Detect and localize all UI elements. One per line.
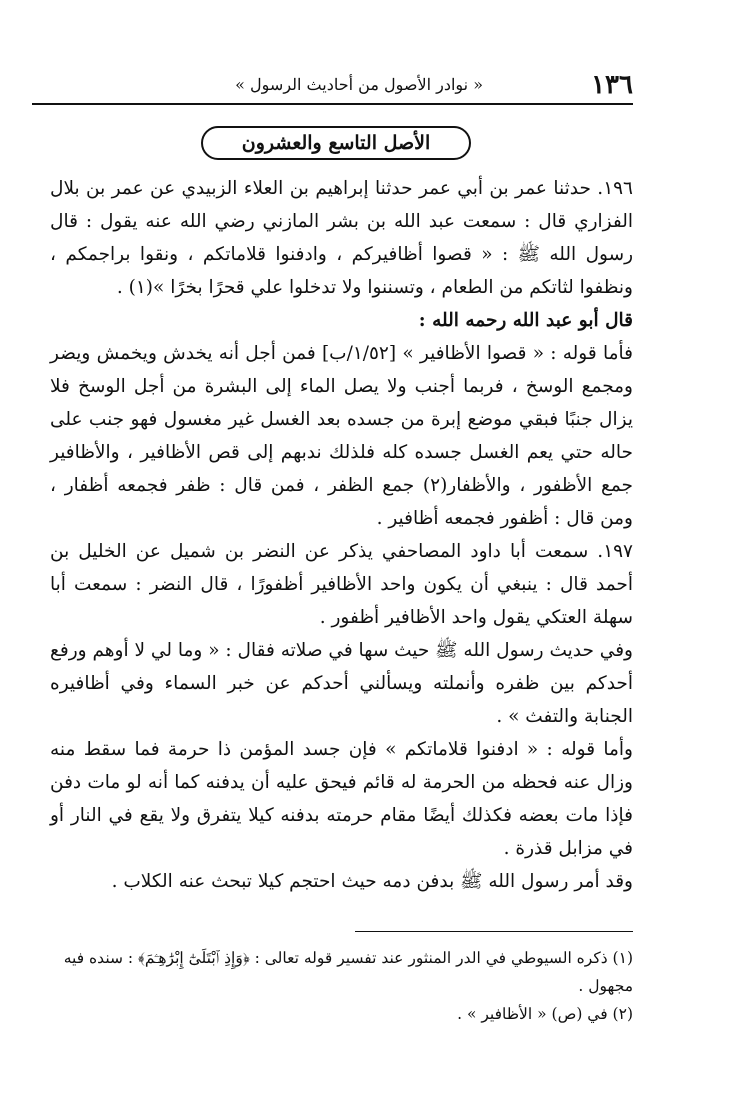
main-text: [50, 172, 633, 898]
running-title: « نوادر الأصول من أحاديث الرسول »: [235, 75, 483, 94]
page-header: [32, 68, 633, 102]
burying-clippings-paragraph: وأما قوله : « ادفنوا قلاماتكم » فإن جسد المؤمن ذا حرمة فما سقط منه وزال عنه فحظه من الحرمة له قائم فيحق عليه أن يدفنه كما أنه لو مات دفن فإذا مات بعضه فكذلك أيضًا مقام حرمته بدفنه كيلا يتفرق ولا يقع في النار أو في مزابل قذرة .: [50, 739, 633, 859]
chapter-title: الأصل التاسع والعشرون: [201, 126, 471, 160]
prophet-forgetting-paragraph: وفي حديث رسول الله ﷺ حيث سها في صلاته فقال : « وما لي لا أوهم ورفع أحدكم بين ظفره وأنملته ويسألني أحدكم عن خبر السماء وفي أظافيره الجنابة والتفث » .: [50, 640, 633, 727]
speaker-line: قال أبو عبد الله رحمه الله :: [418, 310, 633, 331]
footnote-rule: [355, 931, 633, 932]
header-rule: [32, 103, 633, 105]
burying-blood-paragraph: وقد أمر رسول الله ﷺ بدفن دمه حيث احتجم كيلا تبحث عنه الكلاب .: [111, 871, 633, 892]
page-number: ١٣٦: [591, 70, 633, 100]
hadith-197-paragraph: ١٩٧. سمعت أبا داود المصاحفي يذكر عن النضر بن شميل عن الخليل بن أحمد قال : ينبغي أن يكون واحد الأظافير أظفورًا ، قال النضر : سمعت أبا سهلة العتكي يقول واحد الأظافير أظفور .: [50, 541, 633, 628]
footnote-1: (١) ذكره السيوطي في الدر المنثور عند تفسير قوله تعالى : ﴿وَإِذِ ٱبْتَلَىٰٓ إِبْرَٰهِـۧمَ﴾ : سنده فيه مجهول .: [63, 949, 633, 995]
footnote-2: (٢) في (ص) « الأظافير » .: [457, 1005, 633, 1023]
hadith-196-paragraph: ١٩٦. حدثنا عمر بن أبي عمر حدثنا إبراهيم بن العلاء الزبيدي عن عمر بن بلال الفزاري قال : سمعت عبد الله بن بشر المازني رضي الله عنه يقول : قال رسول الله ﷺ : « قصوا أظافيركم ، وادفنوا قلاماتكم ، ونقوا براجمكم ، ونظفوا لثاتكم من الطعام ، وتسننوا ولا تدخلوا علي قحرًا بخرًا »(١) .: [50, 178, 633, 298]
commentary-paragraph: فأما قوله : « قصوا الأظافير » [١/٥٢/ب] فمن أجل أنه يخدش ويخمش ويضر ومجمع الوسخ ، فربما أجنب ولا يصل الماء إلى البشرة من أجل الوسخ فلا يزال جنبًا فبقي موضع إبرة من جسده بعد الغسل غير مغسول فهو جنب على حاله حتي يعم الغسل جسده كله فلذلك ندبهم إلى قص الأظافير ، والأظافير جمع الأظفور ، والأظفار(٢) جمع الظفر ، فمن قال : ظفر فجمعه أظفار ، ومن قال : أظفور فجمعه أظافير .: [50, 343, 633, 529]
footnotes: [50, 944, 633, 1028]
